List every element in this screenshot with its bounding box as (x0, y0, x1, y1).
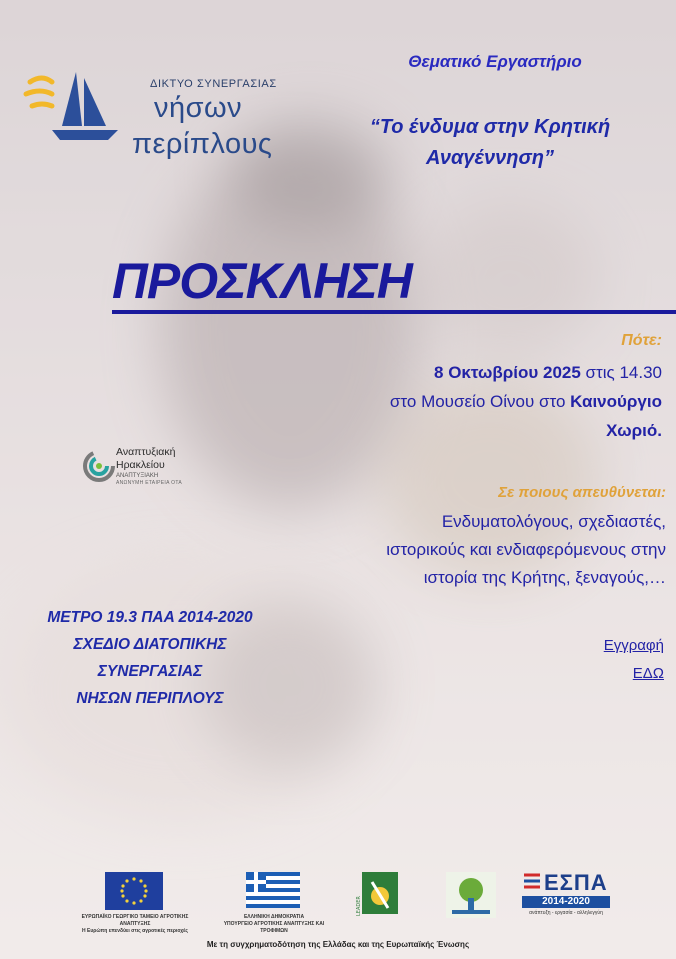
registration-link-line2[interactable]: ΕΔΩ (632, 665, 664, 682)
registration-link-line1[interactable]: Εγγραφή (603, 637, 664, 654)
program-measure (10, 604, 290, 712)
workshop-title (320, 112, 660, 174)
event-time: στις 14.30 (580, 363, 662, 382)
workshop-title-line1: “Το ένδυμα στην Κρητική (369, 116, 611, 138)
audience-details (266, 508, 666, 592)
greek-flag-icon (246, 872, 300, 908)
measure-line1: ΜΕΤΡΟ 19.3 ΠΑΑ 2014-2020 (47, 609, 253, 626)
venue-prefix: στο Μουσείο Οίνου στο (389, 392, 571, 411)
agency-subtitle: ΑΝΑΠΤΥΞΙΑΚΗ (116, 473, 159, 479)
when-label: Πότε: (621, 332, 662, 349)
measure-line4: ΝΗΣΩΝ ΠΕΡΙΠΛΟΥΣ (76, 690, 224, 707)
espa-stripes-icon (522, 872, 542, 894)
workshop-title-line2: Αναγέννηση” (425, 147, 555, 169)
agency-name-line2: Ηρακλείου (116, 459, 165, 471)
venue-line2 (282, 416, 662, 445)
agency-subtitle-2: ΑΝΩΝΥΜΗ ΕΤΑΙΡΕΙΑ ΟΤΑ (116, 480, 182, 486)
leader-text: LEADER (356, 896, 362, 916)
development-agency-logo (82, 442, 222, 492)
invitation-heading: ΠΡΟΣΚΛΗΣΗ (112, 253, 412, 309)
network-label: ΔΙΚΤΥΟ ΣΥΝΕΡΓΑΣΙΑΣ (150, 78, 277, 90)
event-date: 8 Οκτωβρίου 2025 (434, 363, 581, 382)
network-name-line1: νήσων (154, 92, 243, 124)
ministry-caption-line1: ΕΛΛΗΝΙΚΗ ΔΗΜΟΚΡΑΤΙΑ (243, 914, 305, 920)
agency-name-line1: Αναπτυξιακή (116, 446, 176, 458)
espa-title: ΕΣΠΑ (544, 870, 608, 895)
local-action-group-logo-icon (446, 872, 496, 918)
audience-label: Σε ποιους απευθύνεται: (498, 484, 666, 501)
spiral-icon (82, 446, 116, 486)
eu-fund-caption-line1: ΕΥΡΩΠΑΪΚΟ ΓΕΩΡΓΙΚΟ ΤΑΜΕΙΟ ΑΓΡΟΤΙΚΗΣ ΑΝΑΠΤΥΞΗΣ (81, 914, 189, 927)
network-logo (22, 68, 292, 178)
ministry-caption-line2: ΥΠΟΥΡΓΕΙΟ ΑΓΡΟΤΙΚΗΣ ΑΝΑΠΤΥΞΗΣ ΚΑΙ ΤΡΟΦΙΜΩΝ (223, 921, 325, 934)
eu-fund-caption (70, 914, 200, 935)
cofunding-statement: Με τη συγχρηματοδότηση της Ελλάδας και της Ευρωπαϊκής Ένωσης (206, 940, 470, 949)
network-name-line2: περίπλους (132, 128, 273, 160)
venue-line (282, 387, 662, 416)
espa-logo (520, 870, 612, 920)
funding-footer (0, 862, 676, 959)
leader-logo-icon (358, 872, 400, 918)
audience-line3: ιστορία της Κρήτης, ξεναγούς,… (423, 568, 666, 587)
ministry-caption (222, 914, 326, 935)
measure-line3: ΣΥΝΕΡΓΑΣΙΑΣ (97, 663, 203, 680)
heading-divider (112, 310, 676, 314)
eu-flag-icon (105, 872, 163, 910)
measure-line2: ΣΧΕΔΙΟ ΔΙΑΤΟΠΙΚΗΣ (73, 636, 227, 653)
audience-line2: ιστορικούς και ενδιαφερόμενους στην (386, 540, 666, 559)
sailboat-icon (22, 68, 132, 148)
registration-link[interactable] (604, 632, 664, 688)
espa-motto: ανάπτυξη - εργασία - αλληλεγγύη (529, 910, 603, 916)
workshop-label: Θεματικό Εργαστήριο (408, 52, 582, 71)
date-line (282, 358, 662, 387)
venue-place: Καινούργιο (570, 392, 662, 411)
venue-place-2: Χωριό. (606, 421, 662, 440)
when-details (282, 358, 662, 445)
audience-line1: Ενδυματολόγους, σχεδιαστές, (441, 512, 666, 531)
eu-fund-caption-line2: Η Ευρώπη επενδύει στις αγροτικές περιοχές (82, 928, 188, 934)
espa-years: 2014-2020 (522, 896, 610, 908)
